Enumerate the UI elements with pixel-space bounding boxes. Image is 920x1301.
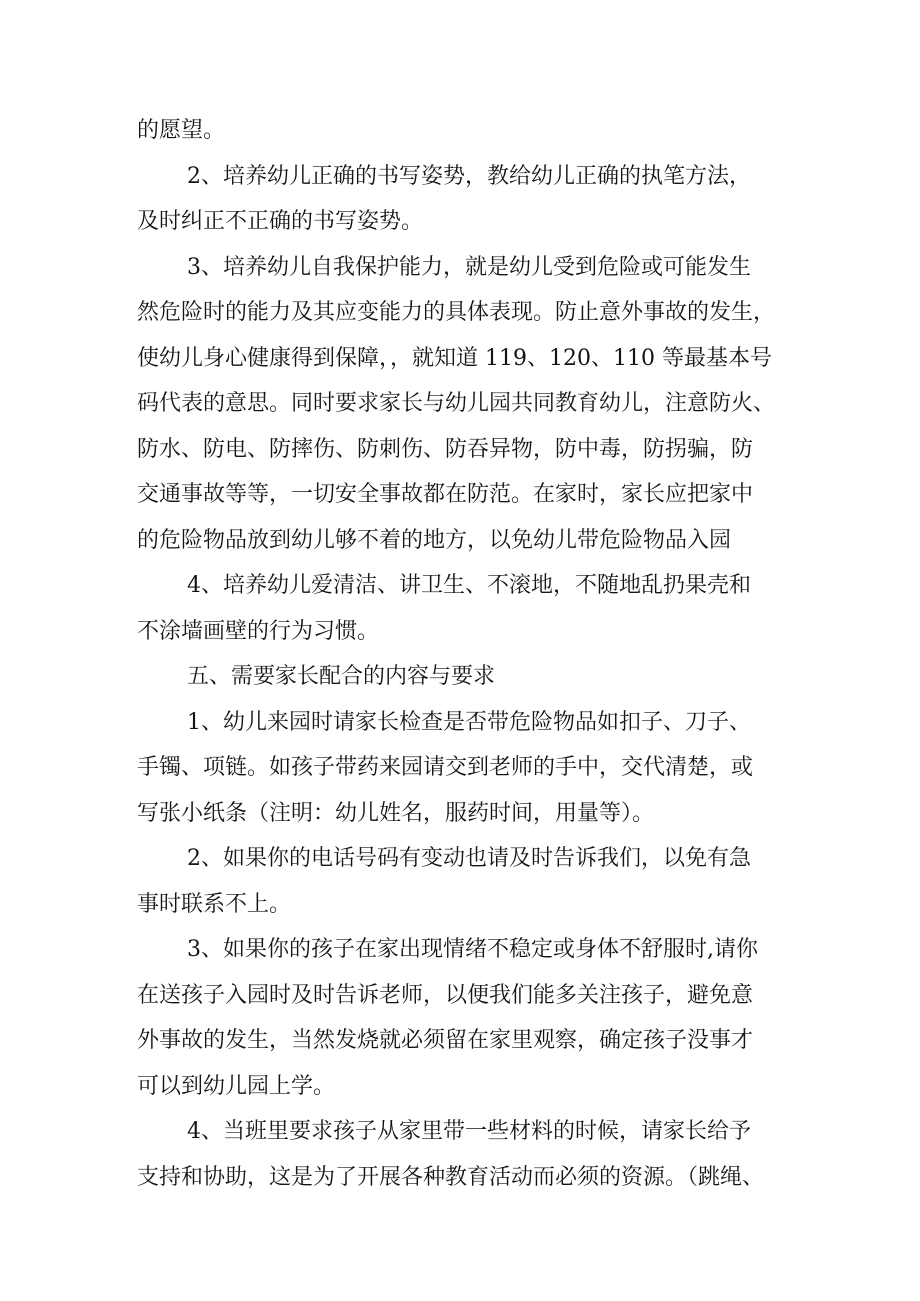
text-line: 3、如果你的孩子在家出现情绪不稳定或身体不舒服时,请你 bbox=[187, 937, 758, 962]
document-body bbox=[137, 108, 797, 1200]
text-line: 防水、防电、防摔伤、防刺伤、防吞异物，防中毒，防拐骗，防 bbox=[137, 436, 754, 462]
text-line: 不涂墙画壁的行为习惯。 bbox=[137, 618, 380, 644]
text-line: 4、培养幼儿爱清洁、讲卫生、不滚地，不随地乱扔果壳和 bbox=[187, 573, 751, 598]
text-line: 2、培养幼儿正确的书写姿势，教给幼儿正确的执笔方法， bbox=[187, 163, 751, 189]
text-line: 4、当班里要求孩子从家里带一些材料的时候，请家长给予 bbox=[187, 1119, 751, 1144]
text-line: 交通事故等等，一切安全事故都在防范。在家时，家长应把家中 bbox=[137, 482, 754, 507]
text-line: 的危险物品放到幼儿够不着的地方，以免幼儿带危险物品入园 bbox=[137, 527, 732, 553]
text-line: 事时联系不上。 bbox=[137, 891, 292, 917]
text-line: 支持和协助，这是为了开展各种教育活动而必须的资源。（跳绳、 bbox=[137, 1164, 765, 1190]
text-line: 外事故的发生，当然发烧就必须留在家里观察，确定孩子没事才 bbox=[137, 1028, 754, 1053]
text-line: 然危险时的能力及其应变能力的具体表现。防止意外事故的发生， bbox=[137, 300, 776, 325]
text-line: 手镯、项链。如孩子带药来园请交到老师的手中，交代清楚，或 bbox=[137, 755, 754, 780]
text-line: 使幼儿身心健康得到保障，，就知道 119、120、110 等最基本号 bbox=[137, 345, 772, 371]
text-line: 在送孩子入园时及时告诉老师，以便我们能多关注孩子，避免意 bbox=[137, 982, 754, 1008]
text-line: 的愿望。 bbox=[137, 118, 226, 143]
text-line: 码代表的意思。同时要求家长与幼儿园共同教育幼儿，注意防火、 bbox=[137, 391, 776, 416]
text-line: 五、需要家长配合的内容与要求 bbox=[187, 664, 496, 689]
text-line: 2、如果你的电话号码有变动也请及时告诉我们，以免有急 bbox=[187, 846, 751, 871]
text-line: 可以到幼儿园上学。 bbox=[137, 1073, 336, 1099]
text-line: 及时纠正不正确的书写姿势。 bbox=[137, 209, 424, 234]
text-line: 3、培养幼儿自我保护能力，就是幼儿受到危险或可能发生 bbox=[187, 254, 751, 280]
text-line: 1、幼儿来园时请家长检查是否带危险物品如扣子、刀子、 bbox=[187, 709, 751, 735]
text-line: 写张小纸条（注明：幼儿姓名，服药时间，用量等）。 bbox=[137, 800, 655, 826]
